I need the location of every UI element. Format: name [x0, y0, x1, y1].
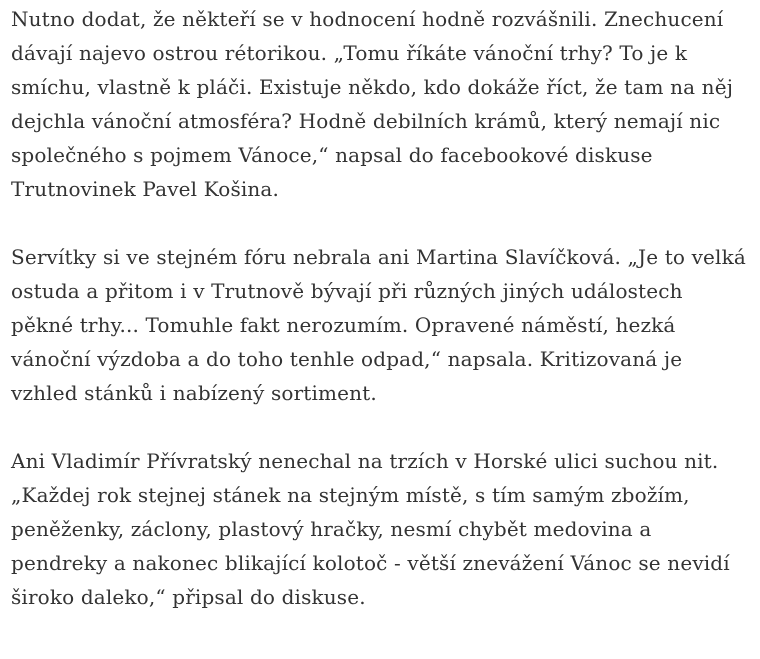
article-paragraph-2: Servítky si ve stejném fóru nebrala ani Martina Slavíčková. „Je to velká ostuda a přitom i v Trutnově bývají při různých jiných událostech pěkné trhy... Tomuhle fakt nerozumím. Opravené náměstí, hezká vánoční výzdoba a do toho tenhle odpad,“ napsala. Kritizovaná je vzhled stánků i nabízený sortiment. [11, 245, 746, 405]
article-paragraph-1: Nutno dodat, že někteří se v hodnocení hodně rozvášnili. Znechucení dávají najevo ostrou rétorikou. „Tomu říkáte vánoční trhy? To je k smíchu, vlastně k pláči. Existuje někdo, kdo dokáže říct, že tam na něj dejchla vánoční atmosféra? Hodně debilních krámů, který nemají nic společného s pojmem Vánoce,“ napsal do facebookové diskuse Trutnovinek Pavel Košina. [11, 7, 734, 201]
article-paragraph-3: Ani Vladimír Přívratský nenechal na trzích v Horské ulici suchou nit. „Každej rok stejnej stánek na stejným místě, s tím samým zbožím, peněženky, záclony, plastový hračky, nesmí chybět medovina a pendreky a nakonec blikající kolotoč - větší znevážení Vánoc se nevidí široko daleko,“ připsal do diskuse. [11, 449, 730, 609]
article-body [11, 2, 751, 614]
